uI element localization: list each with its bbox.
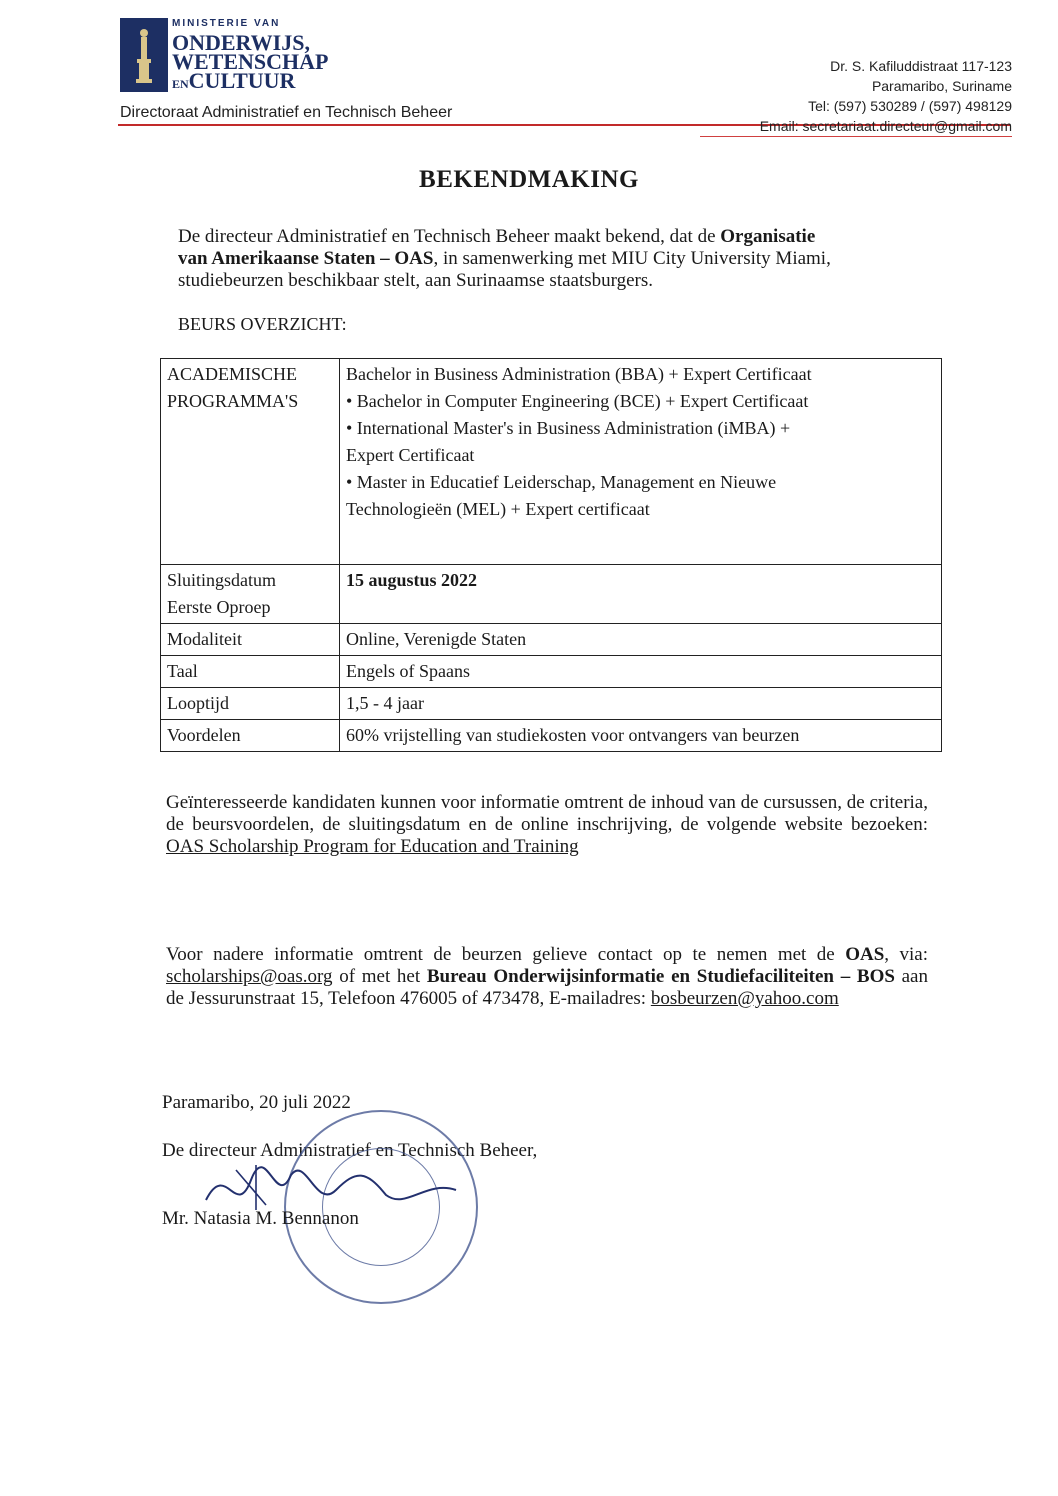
statue-icon [132, 26, 156, 84]
ministry-name-line2: WETENSCHAP [172, 49, 329, 74]
table-key-cell [161, 359, 340, 565]
duration-key: Looptijd [161, 688, 340, 720]
table-key-cell [161, 565, 340, 624]
closing-date-value: 15 augustus 2022 [340, 565, 942, 624]
address-block [760, 56, 1012, 136]
bos-email-link[interactable]: bosbeurzen@yahoo.com [650, 988, 839, 1009]
info-paragraph: Geïnteresseerde kandidaten kunnen voor informatie omtrent de inhoud van de cursussen, de criteria, de beursvoordelen, de sluitingsdatum en de online inschrijving, de volgende website bezoeken: OAS Scholarship Program for Education and Training [166, 792, 928, 857]
overview-label: BEURS OVERZICHT: [178, 314, 347, 334]
modality-key: Modaliteit [161, 624, 340, 656]
closing-date-key: Sluitingsdatum [167, 570, 277, 590]
closing-date-key2: Eerste Oproep [167, 597, 271, 617]
table-row [161, 624, 942, 656]
intro-paragraph: De directeur Administratief en Technisch Beheer maakt bekend, dat de Organisatie van Amerikaanse Staten – OAS, in samenwerking met MIU City University Miami, studiebeurzen beschikbaar stelt, aan Surinaamse staatsburgers. [178, 226, 831, 291]
table-row [161, 359, 942, 565]
table-row [161, 656, 942, 688]
oas-email-link[interactable]: scholarships@oas.org [166, 966, 333, 987]
scholarship-table [160, 358, 942, 752]
program-item: • Master in Educatief Leiderschap, Management en Nieuwe [346, 472, 777, 492]
department-name: Directoraat Administratief en Technisch Beheer [120, 104, 453, 121]
address-city: Paramaribo, Suriname [871, 78, 1012, 94]
program-item: Expert Certificaat [346, 445, 475, 465]
benefits-key: Voordelen [161, 720, 340, 752]
ministry-name-line3: ENCULTUUR [172, 68, 296, 93]
table-row [161, 688, 942, 720]
oas-program-link[interactable]: OAS Scholarship Program for Education and Training [166, 836, 579, 857]
program-item: • International Master's in Business Administration (iMBA) + [346, 418, 791, 438]
document-title: BEKENDMAKING [419, 166, 639, 193]
language-key: Taal [161, 656, 340, 688]
programs-key-line2: PROGRAMMA'S [167, 391, 299, 411]
duration-value: 1,5 - 4 jaar [340, 688, 942, 720]
signatory-name: Mr. Natasia M. Bennanon [162, 1208, 359, 1229]
language-value: Engels of Spaans [340, 656, 942, 688]
program-item: Technologieën (MEL) + Expert certificaat [346, 499, 650, 519]
program-item: • Bachelor in Computer Engineering (BCE) + Expert Certificaat [346, 391, 809, 411]
signatory-role: De directeur Administratief en Technisch Beheer, [162, 1140, 538, 1161]
ministry-name-line1: ONDERWIJS, [172, 30, 310, 55]
table-row [161, 720, 942, 752]
contact-paragraph: Voor nadere informatie omtrent de beurzen gelieve contact op te nemen met de OAS, via: scholarships@oas.org of met het Bureau Onderwijsinformatie en Studiefaciliteiten – BOS aan de Jessurunstraat 15, Telefoon 476005 of 473478, E-mailadres: bosbeurzen@yahoo.com [166, 944, 928, 1009]
table-row [161, 565, 942, 624]
ministry-label: MINISTERIE VAN [172, 18, 281, 29]
programs-cell [340, 359, 942, 565]
address-street: Dr. S. Kafiluddistraat 117-123 [830, 58, 1012, 74]
program-item: Bachelor in Business Administration (BBA) + Expert Certificaat [346, 364, 812, 384]
place-date: Paramaribo, 20 juli 2022 [162, 1092, 351, 1113]
benefits-value: 60% vrijstelling van studiekosten voor ontvangers van beurzen [340, 720, 942, 752]
address-phone: Tel: (597) 530289 / (597) 498129 [808, 98, 1012, 114]
modality-value: Online, Verenigde Staten [340, 624, 942, 656]
programs-key-line1: ACADEMISCHE [167, 364, 298, 384]
header-divider-secondary [700, 136, 1012, 137]
address-email: Email: secretariaat.directeur@gmail.com [759, 118, 1012, 134]
